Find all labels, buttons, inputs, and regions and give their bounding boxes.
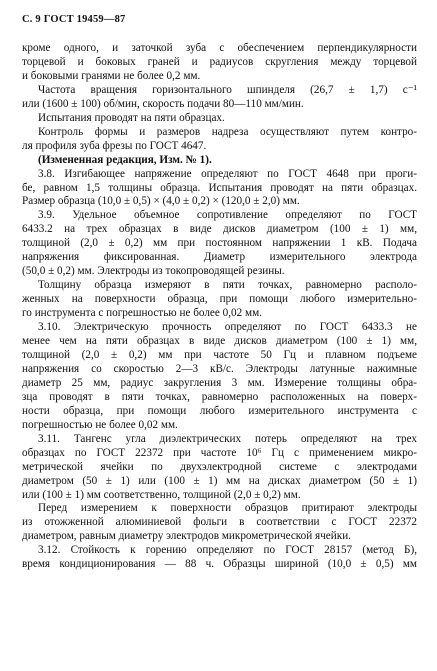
text-line: 3.8. Изгибающее напряжение определяют по ГОСТ 4648 при проги- — [38, 167, 417, 180]
text-line: 3.9. Удельное объемное сопротивление определяют по ГОСТ — [38, 209, 417, 222]
text-line: го инструмента с погрешностью не более 0,02 мм. — [22, 307, 262, 320]
document-body — [22, 42, 417, 572]
text-line: напряжения фиксированная. Диаметр измерительного электрода — [22, 251, 417, 264]
text-line: бе, равном 1,5 толщины образца. Испытания проводят на пяти образцах. — [22, 181, 417, 194]
text-line: 3.11. Тангенс угла диэлектрических потерь определяют на трех — [38, 432, 417, 445]
text-line: метрической ячейки по двухэлектродной системе с электродами — [22, 460, 417, 473]
text-line: Толщину образца измеряют в пяти точках, равномерно располо- — [38, 279, 417, 292]
text-line: (50,0 ± 0,2) мм. Электроды из токопроводящей резины. — [22, 265, 285, 278]
text-line: зца проводят в пяти точках, равномерно расположенных на поверх- — [22, 390, 417, 403]
text-line: из отожженной алюминиевой фольги в соответствии с ГОСТ 22372 — [22, 516, 417, 529]
text-line: или (100 ± 1) мм соответственно, толщиной (2,0 ± 0,2) мм. — [22, 488, 301, 501]
text-line: и боковыми гранями не более 0,2 мм. — [22, 69, 201, 82]
text-line: диаметр 25 мм, радиус закругления 3 мм. Измерение толщины обра- — [22, 376, 417, 389]
text-line: Контроль формы и размеров надреза осуществляют путем контро- — [38, 125, 417, 138]
text-line: кроме одного, и заточкой зуба с обеспечением перпендикулярности — [22, 42, 417, 54]
text-line: 3.10. Электрическую прочность определяют по ГОСТ 6433.3 не — [38, 321, 417, 334]
text-line: Испытания проводят на пяти образцах. — [38, 111, 225, 124]
text-line: образцах по ГОСТ 22372 при частоте 10⁶ Гц с применением микро- — [22, 446, 417, 459]
running-head: С. 9 ГОСТ 19459—87 — [22, 14, 126, 25]
text-line: ности образца, при помощи любого измерительного инструмента с — [22, 404, 417, 417]
text-line: диаметром (50 ± 1) или (100 ± 1) мм на дисках диаметром (50 ± 1) — [22, 474, 417, 487]
text-line: (Измененная редакция, Изм. № 1). — [38, 153, 212, 166]
text-line: торцевой и боковых граней и радиусов скругления между торцевой — [22, 55, 417, 68]
text-line: погрешностью не более 0,02 мм. — [22, 418, 178, 431]
text-line: 3.12. Стойкость к горению определяют по ГОСТ 28157 (метод Б), — [38, 544, 417, 557]
text-line: Перед измерением к поверхности образцов притирают электроды — [38, 502, 417, 515]
text-line: Размер образца (10,0 ± 0,5) × (4,0 ± 0,2) × (120,0 ± 2,0) мм. — [22, 195, 300, 208]
text-line: время кондиционирования — 88 ч. Образцы шириной (10,0 ± 0,5) мм — [22, 558, 417, 571]
text-line: напряжения со скоростью 2—3 кВ/с. Электроды латунные нажимные — [22, 362, 417, 375]
text-line: женных на поверхности образца, при помощи любого измерительно- — [22, 293, 417, 306]
text-line: ля профиля зуба фрезы по ГОСТ 4647. — [22, 139, 207, 152]
text-line: менее чем на пяти образцах в виде дисков диаметром (100 ± 1) мм, — [22, 335, 417, 348]
text-line: диаметром, равным диаметру электродов микрометрической ячейки. — [22, 530, 351, 543]
text-line: 6433.2 на трех образцах в виде дисков диаметром (100 ± 1) мм, — [22, 223, 417, 236]
text-line: толщиной (2,0 ± 0,2) мм при постоянном напряжении 1 кВ. Подача — [22, 237, 417, 250]
text-line: Частота вращения горизонтального шпинделя (26,7 ± 1,7) с⁻¹ — [38, 83, 417, 96]
text-line: или (1600 ± 100) об/мин, скорость подачи 80—110 мм/мин. — [22, 97, 304, 110]
text-line: толщиной (2,0 ± 0,2) мм при частоте 50 Гц и плавном подъеме — [22, 348, 417, 361]
